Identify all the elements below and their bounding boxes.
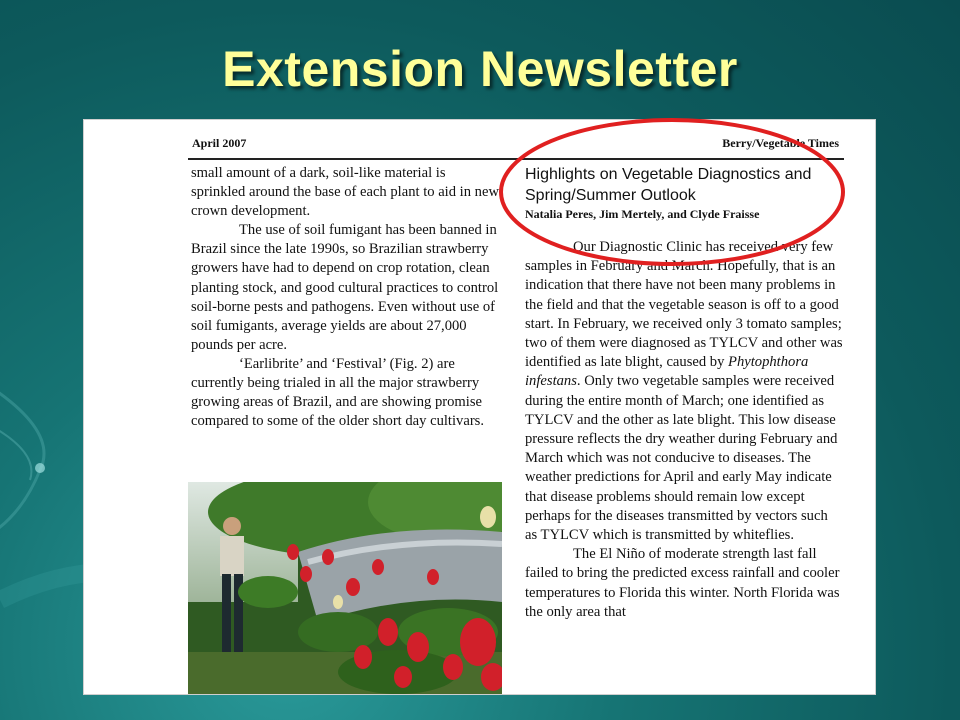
strawberry-field-photo (188, 482, 502, 694)
newsletter-masthead: Berry/Vegetable Times (722, 136, 839, 150)
left-column (191, 164, 499, 431)
article-text: Our Diagnostic Clinic has received very few samples in February and March. Hopefully, that is an indication that there have not been many problems in the field and that the vegetable season is off to a good start. In February, we received only 3 tomato samples; two of them were diagnosed as TYLCV and other was identified as late blight, caused by (525, 239, 843, 371)
article-body (525, 238, 843, 622)
left-paragraph-3: ‘Earlibrite’ and ‘Festival’ (Fig. 2) are currently being trialed in all the major strawberry growing areas of Brazil, and are showing promise compared to some of the older short day cultivars. (191, 355, 485, 430)
article-text: . Only two vegetable samples were received during the entire month of March; one identified as TYLCV and the other as late blight. This low disease pressure reflects the dry weather during February and March which was not conducive to diseases. The weather predictions for April and early May indicate that disease problems should remain low except perhaps for the diseases transmitted by vectors such as TYLCV which is transmitted by whiteflies. (525, 373, 838, 544)
article-paragraph-1 (525, 238, 843, 545)
newsletter-date: April 2007 (192, 136, 247, 150)
slide-title: Extension Newsletter (222, 41, 738, 97)
header-divider (188, 158, 844, 160)
pathogen-name: Phytophthora infestans (525, 354, 809, 390)
article-paragraph-2: The El Niño of moderate strength last fall failed to bring the predicted excess rainfall and cooler temperatures to Florida this winter. North Florida was the only area that (525, 546, 840, 620)
left-paragraph-2: The use of soil fumigant has been banned in Brazil since the late 1990s, so Brazilian strawberry growers have had to depend on crop rotation, clean planting stock, and good cultural practices to control soil-borne pests and pathogens. Even without use of soil fumigants, average yields are about 27,000 pounds per acre. (191, 222, 499, 353)
article-authors: Natalia Peres, Jim Mertely, and Clyde Fraisse (525, 207, 760, 221)
newsletter-page (84, 120, 875, 694)
left-paragraph-1: small amount of a dark, soil-like material is sprinkled around the base of each plant to aid in new crown development. (191, 165, 499, 220)
article-column (525, 164, 843, 622)
article-title: Highlights on Vegetable Diagnostics and Spring/Summer Outlook (525, 166, 812, 204)
